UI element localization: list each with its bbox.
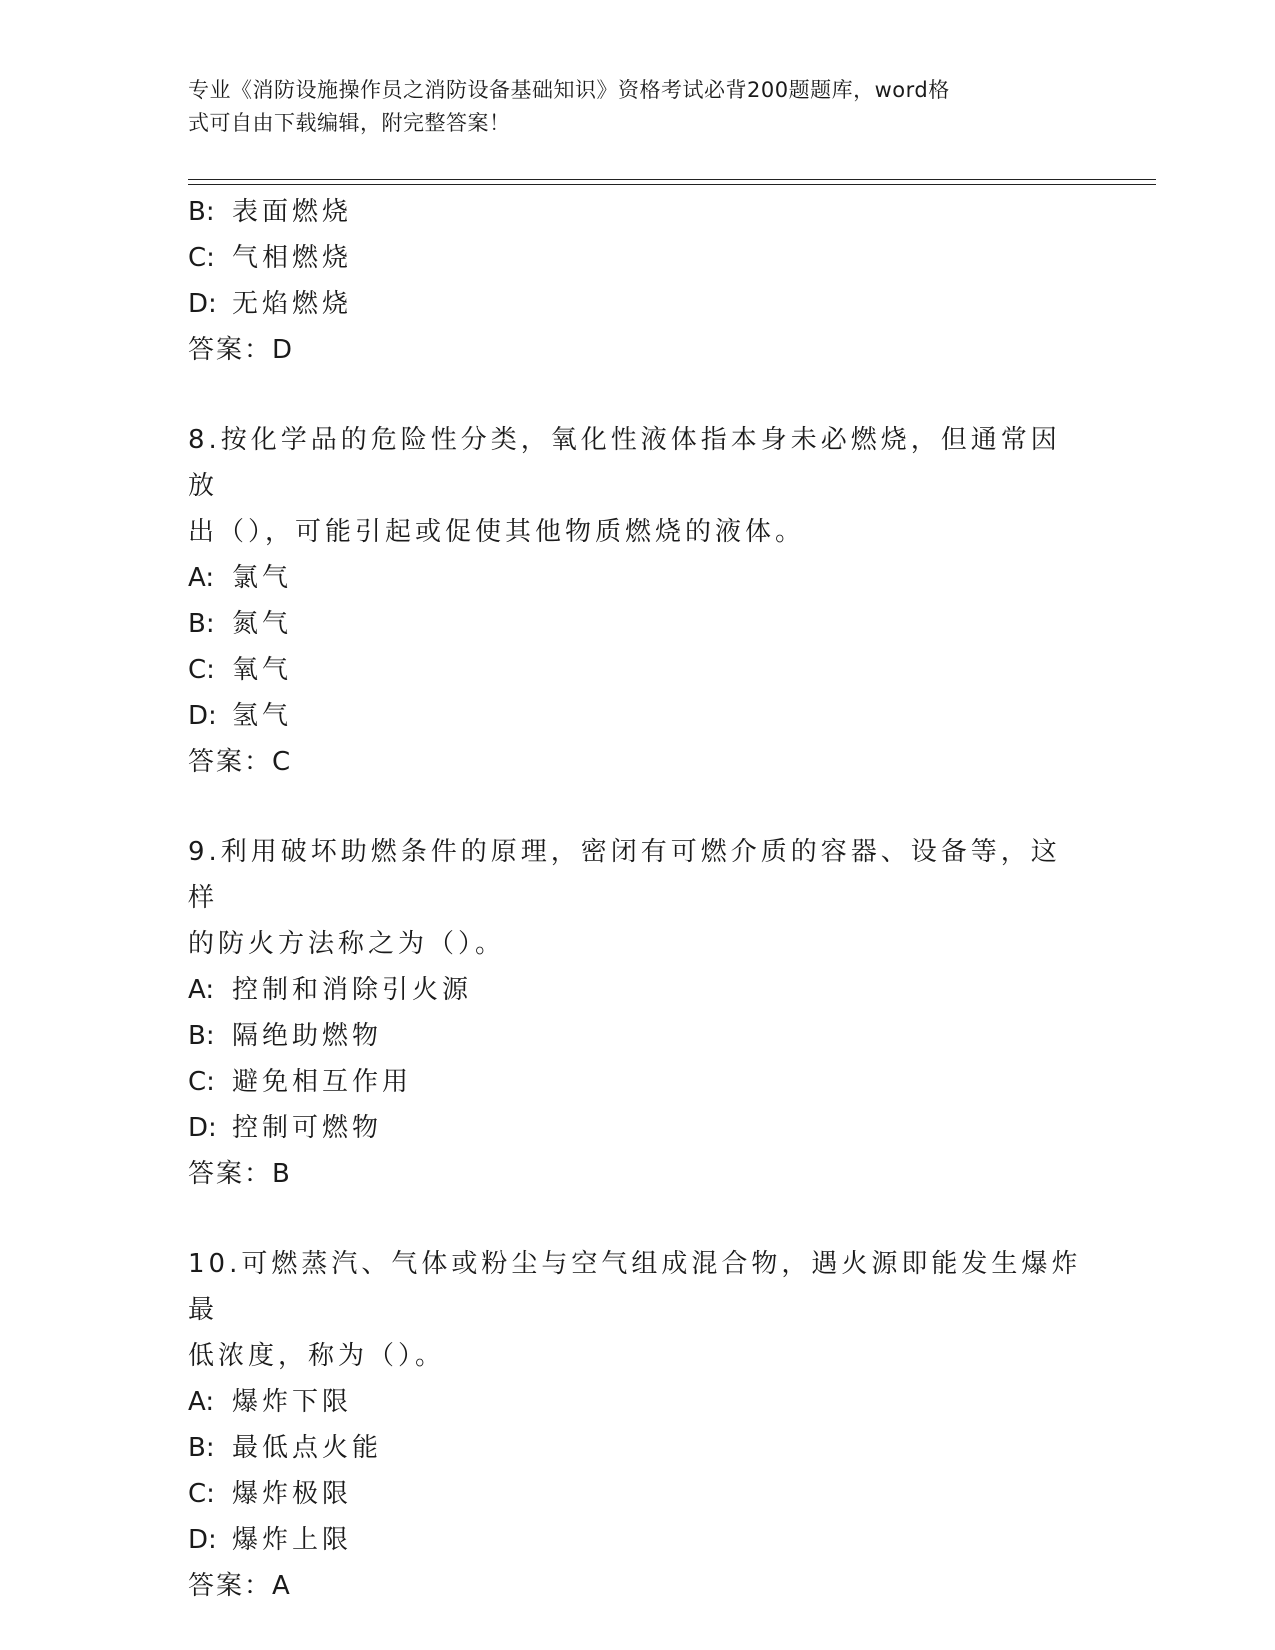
question-8 — [188, 417, 1088, 785]
option-text: 爆炸上限 — [232, 1525, 353, 1555]
option-key: D: — [188, 701, 217, 731]
option-text: 氯气 — [232, 563, 293, 593]
header-rule-bottom — [188, 184, 1156, 185]
option-d — [188, 1105, 1088, 1151]
option-d — [188, 1517, 1088, 1563]
answer-line: 答案：B — [188, 1159, 292, 1189]
option-key: B: — [188, 1021, 215, 1051]
option-text: 氧气 — [232, 655, 293, 685]
option-c — [188, 1059, 1088, 1105]
answer-line: 答案：C — [188, 747, 293, 777]
option-text: 爆炸极限 — [232, 1479, 353, 1509]
option-a — [188, 555, 1088, 601]
option-text: 隔绝助燃物 — [232, 1021, 383, 1051]
answer-line: 答案：D — [188, 335, 295, 365]
option-a — [188, 967, 1088, 1013]
option-text: 避免相互作用 — [232, 1067, 413, 1097]
question-text-line-2: 的防火方法称之为（）。 — [188, 929, 506, 959]
option-key: D: — [188, 289, 217, 319]
option-b — [188, 1013, 1088, 1059]
header-line-1: 专业《消防设施操作员之消防设备基础知识》资格考试必背200题题库，word格 — [188, 78, 950, 102]
option-key: B: — [188, 197, 215, 227]
question-text-line-2: 低浓度，称为（）。 — [188, 1341, 446, 1371]
option-text: 氢气 — [232, 701, 293, 731]
option-b — [188, 601, 1088, 647]
question-text-line-1: 8.按化学品的危险性分类，氧化性液体指本身未必燃烧，但通常因放 — [188, 425, 1061, 501]
option-text: 气相燃烧 — [232, 243, 353, 273]
option-key: A: — [188, 1387, 215, 1417]
option-text: 氮气 — [232, 609, 293, 639]
question-text-line-2: 出（），可能引起或促使其他物质燃烧的液体。 — [188, 517, 806, 547]
question-7-tail — [188, 189, 1088, 373]
answer-line: 答案：A — [188, 1571, 292, 1601]
option-text: 控制和消除引火源 — [232, 975, 473, 1005]
option-c — [188, 235, 1088, 281]
option-c — [188, 647, 1088, 693]
option-text: 表面燃烧 — [232, 197, 353, 227]
option-key: C: — [188, 655, 215, 685]
option-key: C: — [188, 1479, 215, 1509]
option-d — [188, 693, 1088, 739]
header-rule-top — [188, 179, 1156, 180]
option-key: A: — [188, 563, 215, 593]
question-9 — [188, 829, 1088, 1197]
option-a — [188, 1379, 1088, 1425]
option-key: C: — [188, 1067, 215, 1097]
option-key: B: — [188, 609, 215, 639]
option-key: D: — [188, 1113, 217, 1143]
option-d — [188, 281, 1088, 327]
option-b — [188, 1425, 1088, 1471]
option-key: B: — [188, 1433, 215, 1463]
option-key: C: — [188, 243, 215, 273]
document-header — [188, 74, 1068, 140]
option-text: 爆炸下限 — [232, 1387, 353, 1417]
option-text: 控制可燃物 — [232, 1113, 383, 1143]
header-line-2: 式可自由下载编辑，附完整答案！ — [188, 111, 511, 135]
question-text-line-1: 10.可燃蒸汽、气体或粉尘与空气组成混合物，遇火源即能发生爆炸最 — [188, 1249, 1082, 1325]
option-key: D: — [188, 1525, 217, 1555]
question-text-line-1: 9.利用破坏助燃条件的原理，密闭有可燃介质的容器、设备等，这样 — [188, 837, 1061, 913]
option-text: 无焰燃烧 — [232, 289, 353, 319]
option-key: A: — [188, 975, 215, 1005]
option-c — [188, 1471, 1088, 1517]
question-10 — [188, 1241, 1088, 1609]
option-b — [188, 189, 1088, 235]
question-list — [188, 189, 1088, 1609]
option-text: 最低点火能 — [232, 1433, 383, 1463]
